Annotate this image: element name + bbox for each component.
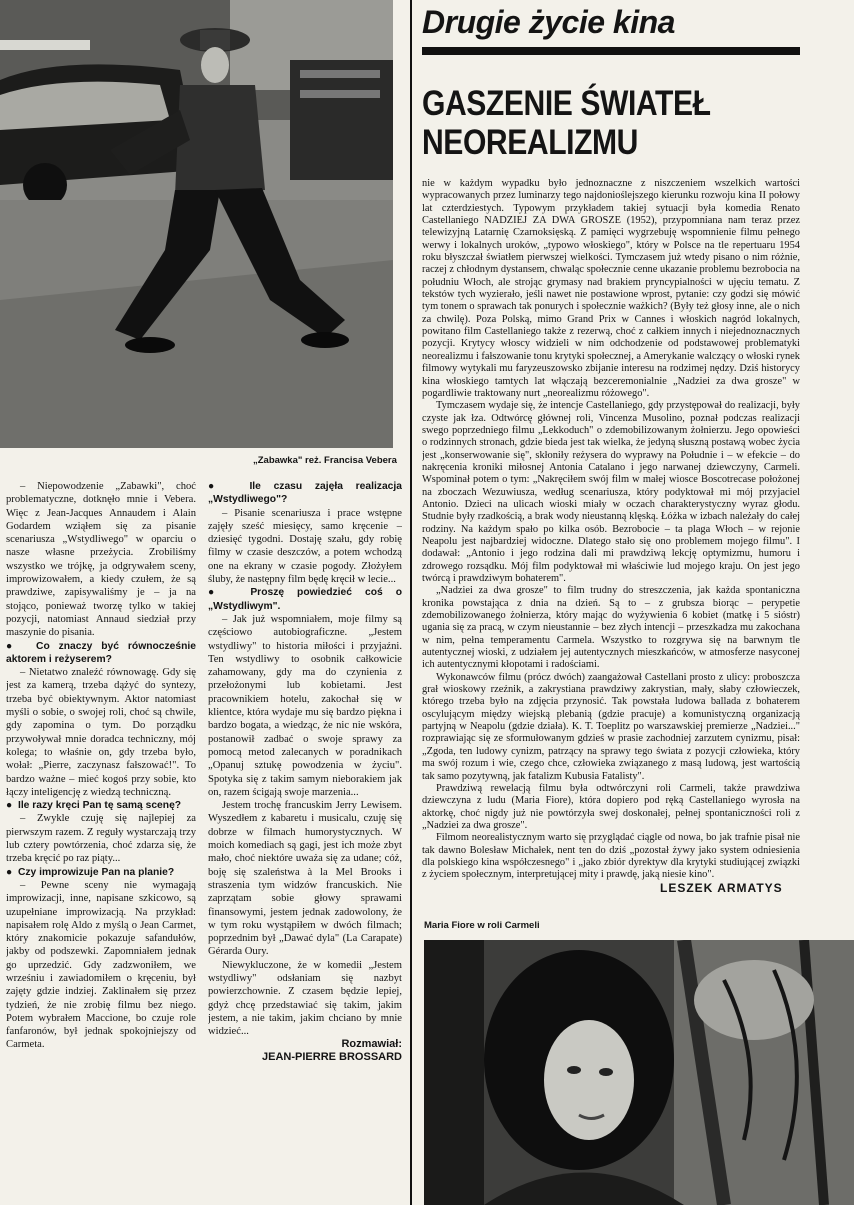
interview-paragraph: – Zwykle czuję się najlepiej za pierwszym razem. Z reguły wystarczają trzy lub cztery powtórzenia, choć zdarza się, że trzeba kręcić po raz piąty... [6,813,196,865]
article-body [422,178,800,882]
interview-question: ● Co znaczy być równocześnie aktorem i reżyserem? [6,640,196,667]
article-paragraph: Wykonawców filmu (prócz dwóch) zaangażował Castellani prosto z ulicy: proboszcza grał wioskowy rzeźnik, a zakrystiana prawdziwy zakrystian, mały, słaby człowieczek, którego trzeba było na zdjęcia przynosić. Tak powstała ludowa ballada z bohaterem oscylującym między wiejską plebanią (gdzie pracuje) a komunistyczną organizacją partyjną w Neapolu (gdzie działa). K. T. Toeplitz po warszawskiej premierze „Nadziei..." rozprawiając się ze sformułowanym gdzieś w prasie zachodniej zarzutem cynizmu, pisał: „Zgoda, ten ludowy cynizm, patrzący na sprawy tego świata z pozycji człowieka, który ma swój rozum i wie, czego chce, człowieka związanego z masą ludową, jest wartością tak samo pozytywną, jak fatalizm Kubusia Fatalisty". [422,671,800,782]
interview-question: ● Czy improwizuje Pan na planie? [6,866,196,879]
interview-paragraph: – Pewne sceny nie wymagają improwizacji, inne, napisane szkicowo, są uzupełniane improwizacją. Na przykład: napisałem rolę Aldo z myślą o Jean Carmet, który znakomicie pokazuje safandułów, jakby od podszewki. Zapomniałem jednak go uprzedzić. Gdy zadzwoniłem, we wrześniu i zawiadomiłem o kręceniu, był zajęty gdzie indziej. Zaklinałem się przez tydzień, że nie zrobię filmu bez niego. Potem wybrałem Maccione, bo czuje role fanfaronów, był jednak spokojniejszy od Carmeta. [6,879,196,1051]
interview-paragraph: – Niepowodzenie „Zabawki", choć problematyczne, dotknęło mnie i Vebera. Więc z Jean-Jacques Annaudem i Alain Godardem wziąłem się za pisanie scenariusza „Wstydliwego" w oparciu o nasze własne przeżycia. Zrobiliśmy wszystko we trójkę, ja odgrywałem sceny, improwizowałem, a kiedy czułem, że są prawdziwe, zapisywaliśmy je – ja na stojąco, ponieważ tworzę tylko w takiej pozycji, natomiast Annaud siedział przy maszynie do pisania. [6,481,196,639]
interviewer-label: Rozmawiał: [341,1038,402,1051]
interview-paragraph: Jestem trochę francuskim Jerry Lewisem. Wyszedłem z kabaretu i musicalu, czuję się dobrze w filmach humorystycznych. W moich komediach są gagi, jest ich może zbyt mało, choć niektóre uważa się za udane; cóż, boję się szaleństwa à la Mel Brooks i straszenia tym widzów francuskich. Nie zaprzątam sobie głowy sprawami finansowymi, jestem jednak zadowolony, że w tym roku wystąpiłem w dwóch filmach; poprzednim był „Dawać dyla" (La Carapate) Gérarda Oury. [208,800,402,958]
interview-paragraph: – Pisanie scenariusza i prace wstępne zajęły sześć miesięcy, samo kręcenie – dziesięć tygodni. Dostaję szału, gdy robię filmy w czasie deszczów, a potem wchodzą one na ekrany w czasie pogody. Złożyłem śluby, że następny film będę kręcił w lecie... [208,507,402,586]
interview-question: ● Proszę powiedzieć coś o „Wstydliwym". [208,586,402,613]
interviewer-name: JEAN-PIERRE BROSSARD [262,1051,402,1064]
article-paragraph: Prawdziwą rewelacją filmu była odtwórczyni roli Carmeli, także prawdziwa dziewczyna z ludu (Maria Fiore), która dopiero pod ręką Castellaniego wyrosła na aktorkę, choć nigdy już nie powtórzyła swej doskonałej, pełnej spontaniczności roli z „Nadziei za dwa grosze". [422,782,800,831]
film-still-zabawka-drawing [0,0,393,448]
film-still-maria-fiore [424,940,854,1205]
title-rule [422,47,800,55]
interview-paragraph: Niewykluczone, że w komedii „Jestem wstydliwy" odsłaniam się nazbyt powierzchownie. Z czasem będzie lepiej, gdyż chcę przedstawiać się takim, jakim jestem, a nie takim, jakim chciano by mnie widzieć... [208,959,402,1038]
film-still-maria-fiore-drawing [424,940,854,1205]
article-paragraph: nie w każdym wypadku było jednoznaczne z niszczeniem wszelkich wartości wypracowanych przez luminarzy tego najdonioślejszego kierunku rozwoju kina II połowy lat czterdziestych. Typowym przykładem takiej sytuacji była komedia Renato Castellaniego NADZIEJ ZA DWA GROSZE (1952), przypomniana nam teraz przez telewizyjną Latarnię Czarnoksięską. Z pamięci wygrzebuję wspomnienie filmu pełnego werwy i lokalnych uroków, „typowo włoskiego", który w Polsce na tle repertuaru 1954 roku błyszczał światłem pierwszej wielkości. Tymczasem już wtedy pisano o nim różnie, raczej z chłodnym dystansem, chwaląc społecznie cenne ukazanie problemu bezrobocia na południu Włoch, ale strojąc grymasy nad brakiem pryncypialności w ujęciu tematu. Z tekstów tych wyzierało, jeśli nawet nie postawione wprost, pytanie: czy godzi się mówić tym tonem o sprawach tak ponurych i społecznie ważkich? (Były też głosy inne, ale o nich za chwilę). Poza Polską, mimo Grand Prix w Cannes i włoskich nagród lokalnych, powitano film Castellaniego także z rezerwą, choć z całkiem innych i niejednoznacznych pozycji. Krytycy włoscy widzieli w nim odchodzenie od podstawowej problematyki neorealizmu i fałszowanie tonu krytyki społecznej, a Amerykanie walczący o włoski rynek filmowy wytykali mu faryzeuszowsko zbijanie interesu na rodzimej nędzy. Dziś historycy kina włoskiego tamtych lat włączają bezceremonialnie „Nadziei za dwa grosze" w pogardliwie traktowany nurt „neorealizmu różowego". [422,178,800,399]
interview-column-2 [208,480,402,1202]
article-paragraph: Tymczasem wydaje się, że intencje Castellaniego, gdy przystępował do realizacji, były czyste jak łza. Odtwórcę głównej roli, Vincenza Musolino, poznał podczas realizacji swego poprzedniego filmu „Lekkoduch" o zdemobilizowanym żołnierzu. Jego opowieści o rodzinnych stronach, gdzie bieda jest tak wielka, że jedyną słuszną postawą wobec życia jest „konserwowanie się", skłoniły reżysera do wyprawy na Południe i – w efekcie – do nakręcenia kroniki miłosnej Antonia Catalano i jego narwanej dziewczyny, Carmeli. Wspominał potem o tym: „Nakręciłem swój film w małej wiosce Boscotrecase położonej na zboczach Wezuwiusza, według scenariusza, który podyktował mi mój przyjaciel Antonio. Dzieci na ulicach wioski miały w oczach charakterystyczny wyraz głodu. Studnie były rzadkością, a brak wody nieustanną klęską. Łóżka w izbach należały do całej rodziny. Na każdym spało po kilka osób. Bezrobocie – ta plaga Włoch – w rejonie Neapolu jest najbardziej widoczne. Dlatego stało się ono problemem mojego filmu". I dodawał: „Antonio i jego rodzina dali mi prawdziwą lekcję optymizmu, humoru i zdrowego rozsądku. Mój film podyktował mi właściwie lud mojego kraju. On jest jego twórcą i prawdziwym bohaterem". [422,400,800,584]
photo-caption-top: „Zabawka" reż. Francisa Vebera [253,455,397,466]
interview-paragraph: – Nietatwo znaleźć równowagę. Gdy się jest za kamerą, trzeba dążyć do syntezy, trzeba być obiektywnym. Aktor natomiast myśli o sobie, o swojej roli, choć są chwile, gdy zapomina o tym. Do porządku przywoływał mnie doradca techniczny, mój kolega; to właśnie on, gdy trzeba było, wołał: „Pierre, zaczynasz fałszować!". To bardzo ważne – mieć kogoś przy sobie, kto łączy inteligencję z wiedzą techniczną. [6,667,196,798]
interview-question: ● Ile czasu zajęła realizacja „Wstydliwego"? [208,480,402,507]
headline-line-1: GASZENIE ŚWIATEŁ [422,84,711,123]
article-paragraph: Filmom neorealistycznym warto się przyglądać ciągle od nowa, bo jak trafnie pisał nie tak dawno Bolesław Michałek, nent ten do dziś „pozostał żywy jako system odniesienia dla polskiego kina współczesnego" i „jako zbiór dyrektyw dla krytyki studiującej związki z życiem społecznym, interpretującej mity i prawdę, jaką niesie kino". [422,832,800,881]
photo-caption-bottom: Maria Fiore w roli Carmeli [424,920,540,931]
headline-line-2: NEOREALIZMU [422,123,638,162]
interview-question: ● Ile razy kręci Pan tę samą scenę? [6,799,196,812]
column-divider [410,0,412,1205]
article-author: LESZEK ARMATYS [660,881,783,895]
interview-paragraph: – Jak już wspomniałem, moje filmy są częściowo autobiograficzne. „Jestem wstydliwy" to historia miłości i przyjaźni. Ten wstydliwy to osobnik całkowicie zahamowany, gdy ma do czynienia z przełożonymi lub kobietami. Jest pracownikiem hotelu, zakochał się w klientce, która wydaje mu się bardzo piękna i bardzo bogata, a wiedząc, że nic nie wskóra, postanowił zadbać o swoje sprawy za pomocą metod zalecanych w poradnikach „Opanuj sztukę powodzenia w życiu". Spotyka się z takim samym nieborakiem jak on, razem ścigają swoje marzenia... [208,613,402,798]
article-paragraph: „Nadziei za dwa grosze" to film trudny do streszczenia, jak każda spontaniczna kronika powstająca z dnia na dzień. Są to – z grubsza biorąc – perypetie zdemobilizowanego żołnierza, który mając do wyżywienia 6 kobiet (matkę i 5 sióstr) ugania się za pracą, w czym nieustannie – bez złych intencji – przeszkadza mu zakochana w nim, pełna temperamentu Carmela. Wszystko to rozgrywa się na barwnym tle autentycznej wioski, z udziałem jej autentycznych mieszkańców, w atmosferze nasyconej ich autentycznymi kłopotami i radościami. [422,585,800,671]
interview-column-1 [6,480,196,1202]
section-title: Drugie życie kina [422,4,675,40]
article-headline [422,84,766,162]
film-still-zabawka [0,0,393,448]
